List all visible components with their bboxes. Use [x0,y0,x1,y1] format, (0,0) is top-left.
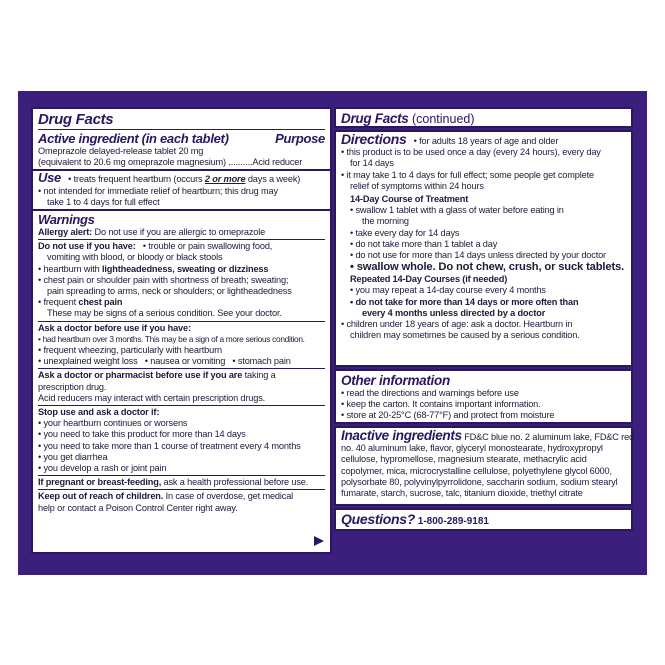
swallow-whole-warning: • swallow whole. Do not chew, crush, or suck tablets. [350,261,625,274]
directions-b2-l2: for 14 days [350,158,394,169]
active-ingredient-heading-row [38,131,325,146]
allergy-text: Do not use if you are allergic to omeprazole [92,227,266,238]
inactive-row [341,428,635,443]
course-heading: 14-Day Course of Treatment [350,194,469,205]
divider [38,129,325,130]
do-not-use-b1: • trouble or pain swallowing food, [135,241,273,252]
use-bullet2-line1: • not intended for immediate relief of heartburn; this drug may [38,185,278,196]
pregnant-text: ask a health professional before use. [161,477,309,488]
other-info-item: • read the directions and warnings before use [341,388,519,398]
course-item: the morning [362,216,409,227]
divider [38,489,325,490]
stop-use-item: • you need to take this product for more than 14 days [38,429,246,440]
course-item: • take every day for 14 days [350,227,460,238]
stop-use-label: Stop use and ask a doctor if: [38,407,160,418]
inactive-l4: copolymer, mica, microcrystalline cellulose, polyethylene glycol 6000, [341,465,612,476]
active-ingredient-line1: Omeprazole delayed-release tablet 20 mg [38,146,204,156]
do-not-use-b3-l1: • chest pain or shoulder pain with shortness of breath; sweating; [38,274,289,285]
section-divider [33,169,330,171]
repeat-b2-l1: • do not take for more than 14 days or more often than [350,296,579,307]
continue-arrow-icon [314,536,324,546]
do-not-use-b2 [38,264,325,275]
do-not-use-note: These may be signs of a serious condition. See your doctor. [47,308,282,319]
course-item: • do not take more than 1 tablet a day [350,238,498,249]
do-not-use-b4-bold: chest pain [78,297,123,308]
continued-label: (continued) [408,112,475,126]
do-not-use-b4 [38,297,325,308]
purpose-heading: Purpose [275,131,325,146]
inactive-l5: polysorbate 80, polyvinylpyrrolidone, saccharin sodium, sodium stearyl [341,476,618,487]
keep-out-text1: In case of overdose, get medical [163,491,294,502]
ask-pharmacist-label: Ask a doctor or pharmacist before use if you are [38,370,243,381]
use-bullet1: • treats frequent heartburn (occurs [68,174,205,185]
ask-doctor-b2: • frequent wheezing, particularly with heartburn [38,345,222,356]
ask-pharmacist-text3: Acid reducers may interact with certain prescription drugs. [38,392,266,403]
repeat-heading: Repeated 14-Day Courses (if needed) [350,274,508,285]
active-ingredient-heading: Active ingredient (in each tablet) [38,131,229,146]
do-not-use-b2-text: • heartburn with [38,263,102,274]
other-info-heading: Other information [341,373,450,388]
allergy-label: Allergy alert: [38,227,93,238]
children-l2: children may sometimes be caused by a serious condition. [350,330,580,341]
ask-pharmacist-row [38,370,325,381]
inactive-l1: FD&C blue no. 2 aluminum lake, FD&C red [461,432,635,442]
drug-facts-panel-left [31,107,332,554]
inactive-heading: Inactive ingredients [341,428,462,443]
warnings-heading: Warnings [38,212,95,228]
course-item: • swallow 1 tablet with a glass of water before eating in [350,205,564,216]
divider [38,368,325,369]
use-bullet1-end: days a week) [245,174,301,185]
ask-doctor-b3: • unexplained weight loss • nausea or vomiting • stomach pain [38,356,291,367]
divider [38,405,325,406]
children-l1: • children under 18 years of age: ask a doctor. Heartburn in [341,319,573,330]
use-heading: Use [38,170,61,186]
ask-doctor-b1: • had heartburn over 3 months. This may be a sign of a more serious condition. [38,333,305,344]
ask-pharmacist-text2: prescription drug. [38,381,107,392]
use-bullet2-line2: take 1 to 4 days for full effect [47,196,160,207]
other-info-item: • store at 20-25°C (68-77°F) and protect from moisture [341,410,555,421]
drug-facts-continued-title: Drug Facts [341,111,409,126]
repeat-b2-l2: every 4 months unless directed by a doctor [362,307,546,318]
section-divider [33,209,330,211]
inactive-ingredients-section [334,426,633,506]
do-not-use-b4-text: • frequent [38,297,79,308]
directions-b3-l2: relief of symptoms within 24 hours [350,180,484,191]
questions-phone: 1-800-289-9181 [415,516,489,527]
drug-facts-continued-header [334,107,633,128]
pregnant-label: If pregnant or breast-feeding, [38,477,162,488]
do-not-use-b2-bold: lightheadedness, sweating or dizziness [102,263,269,274]
repeat-b1: • you may repeat a 14-day course every 4 months [350,285,546,296]
stop-use-item: • you develop a rash or joint pain [38,463,167,474]
do-not-use-label: Do not use if you have: [38,241,136,252]
directions-section [334,130,633,367]
use-emphasis: 2 or more [204,174,246,185]
directions-row [341,131,626,147]
drug-facts-title: Drug Facts [38,111,114,128]
other-information-section [334,369,633,424]
use-row [38,172,325,185]
directions-b1: • for adults 18 years of age and older [406,136,559,146]
keep-out-row [38,491,325,502]
questions-section [334,508,633,531]
do-not-use-b3-l2: pain spreading to arms, neck or shoulders; or lightheadedness [47,286,292,297]
inactive-l3: cellulose, hypromellose, magnesium stearate, methacrylic acid [341,454,587,465]
course-item: • do not use for more than 14 days unless directed by your doctor [350,250,606,261]
keep-out-label: Keep out of reach of children. [38,491,164,502]
stop-use-item: • you need to take more than 1 course of treatment every 4 months [38,440,301,451]
other-info-item: • keep the carton. It contains important information. [341,399,541,410]
active-ingredient-line2: (equivalent to 20.6 mg omeprazole magnesium) ..........Acid reducer [38,157,303,168]
pregnant-row [38,477,325,488]
directions-heading: Directions [341,131,407,147]
keep-out-text2: help or contact a Poison Control Center right away. [38,502,238,513]
directions-b2-l1: • this product is to be used once a day (every 24 hours), every day [341,147,601,158]
directions-b3-l1: • it may take 1 to 4 days for full effect; some people get complete [341,169,594,180]
divider [38,475,325,476]
divider [38,239,325,240]
do-not-use-b1-l2: vomiting with blood, or bloody or black stools [47,252,223,263]
stop-use-item: • you get diarrhea [38,451,108,462]
do-not-use-row [38,241,325,252]
inactive-l6: fumarate, starch, sucrose, talc, titanium dioxide, triethyl citrate [341,488,583,499]
inactive-l2: no. 40 aluminum lake, flavor, glyceryl monostearate, hydroxypropyl [341,443,603,454]
ask-doctor-label: Ask a doctor before use if you have: [38,322,191,333]
divider [38,321,325,322]
questions-heading: Questions? [341,511,416,527]
stop-use-item: • your heartburn continues or worsens [38,418,188,429]
ask-pharmacist-text1: taking a [242,370,276,381]
allergy-alert [38,227,325,238]
